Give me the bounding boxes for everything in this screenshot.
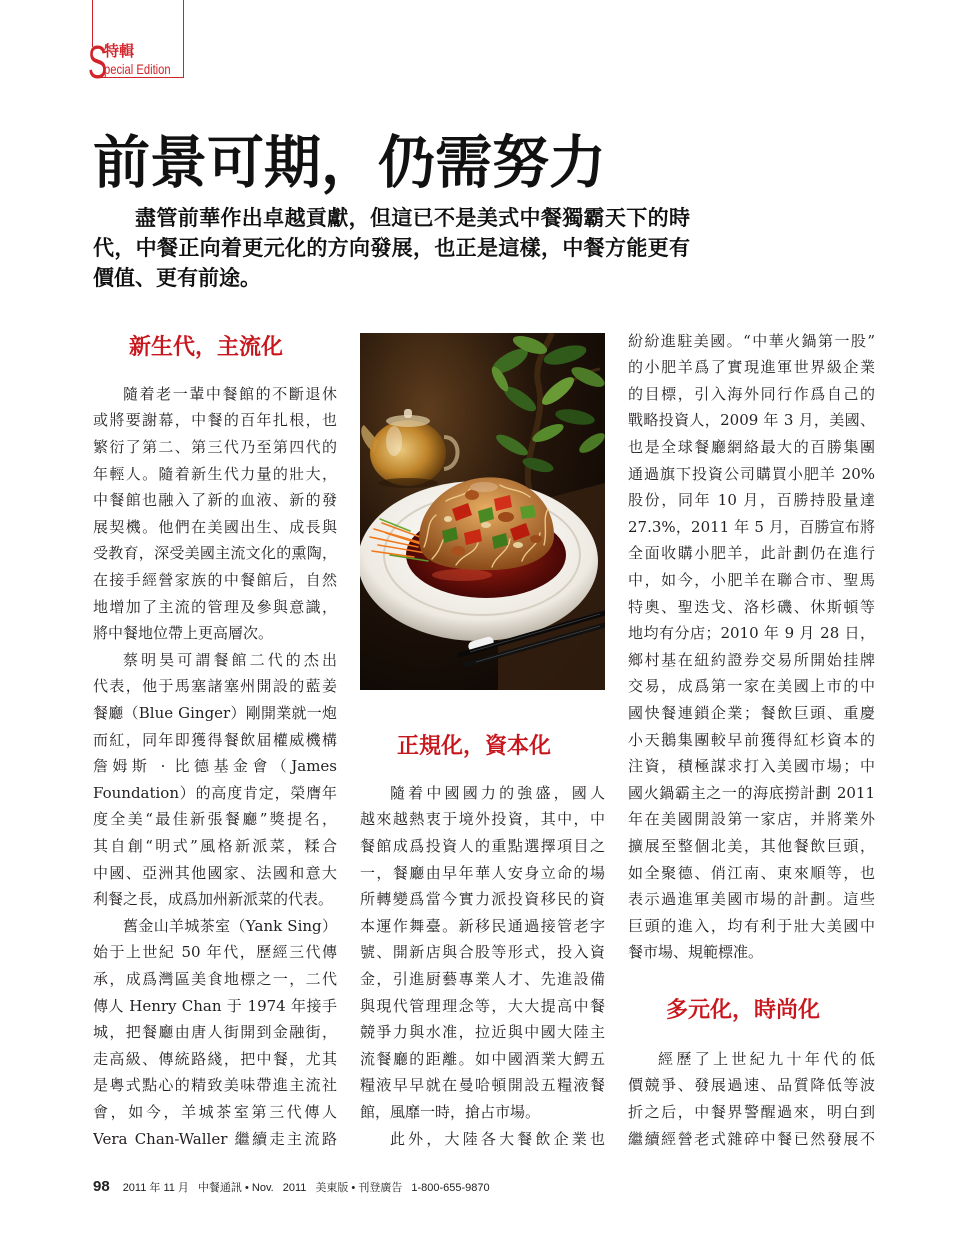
text-line: 的目標，引入海外同行作爲自己的	[628, 384, 875, 403]
column-2	[360, 0, 605, 1237]
text-line: 或將要謝幕，中餐的百年扎根，也	[93, 411, 337, 430]
column-3-body-bottom	[628, 1046, 875, 1152]
text-line: 傳人 Henry Chan 于 1974 年接手	[93, 996, 337, 1015]
page-footer	[93, 1178, 499, 1196]
text-line: 館，風靡一時，搶占市場。	[360, 1103, 541, 1122]
text-line: 會，如今，羊城茶室第三代傳人	[93, 1102, 337, 1121]
text-line: 流餐廳的距離。如中國酒業大鰐五	[360, 1049, 605, 1068]
paragraph	[93, 647, 337, 913]
badge-title-en: pecial Edition	[104, 61, 171, 77]
text-line: 度全美“最佳新張餐廳”獎提名，	[93, 810, 337, 829]
column-3-body-top	[628, 328, 875, 966]
text-line: 表示過進軍美國市場的計劃。這些	[628, 890, 875, 909]
text-line: 受教育，深受美國主流文化的熏陶，	[93, 544, 337, 563]
text-line: 餐市場、規範標准。	[628, 943, 764, 962]
text-line: 舊金山羊城茶室（Yank Sing）	[123, 916, 337, 935]
food-photo	[360, 333, 605, 690]
text-line: 在接手經營家族的中餐館后，自然	[93, 571, 337, 590]
column-1	[93, 0, 337, 1237]
text-line: 27.3%，2011 年 5 月，百勝宣布將	[628, 517, 875, 536]
text-line: 代表，他于馬塞諸塞州開設的藍姜	[93, 677, 337, 696]
badge-initial: S	[88, 36, 108, 88]
column-3	[628, 0, 875, 1237]
column-2-body	[360, 780, 605, 1152]
text-line: 小天鵝集團較早前獲得紅杉資本的	[628, 730, 875, 749]
text-line: 其自創“明式”風格新派菜，糅合	[93, 836, 337, 855]
text-line: 繼續經營老式雜碎中餐已然發展不	[628, 1129, 875, 1148]
section-heading: 多元化，時尚化	[666, 997, 821, 1022]
article-title: 前景可期，仍需努力	[93, 129, 606, 196]
text-line: 蔡明昊可謂餐館二代的杰出	[123, 650, 337, 669]
text-line: 鄉村基在紐約證券交易所開始挂牌	[628, 650, 875, 669]
text-line: 金，引進厨藝專業人才、先進設備	[360, 970, 605, 989]
section-heading: 新生代，主流化	[129, 334, 284, 359]
publication-name: 中餐通訊 • Nov.	[197, 1182, 274, 1194]
text-line: 走高級、傳統路綫，把中餐，尤其	[93, 1049, 337, 1068]
text-line: 巨頭的進入，均有利于壯大美國中	[628, 916, 875, 935]
text-line: Foundation）的高度肯定，榮膺年	[93, 783, 337, 802]
paragraph	[628, 1046, 875, 1152]
sauce-highlight	[432, 569, 492, 581]
text-line: 承，成爲灣區美食地標之一，二代	[93, 969, 337, 988]
text-line: 所轉變爲當今實力派投資移民的資	[360, 890, 605, 909]
text-line: 將中餐地位帶上更高層次。	[93, 624, 274, 643]
text-line: 特奧、聖迭戈、洛杉磯、休斯頓等	[628, 597, 875, 616]
issue-year: 2011	[282, 1182, 307, 1194]
text-line: 代，中餐正向着更元化的方向發展，也正是這樣，中餐方能更有	[93, 235, 690, 260]
text-line: Vera Chan-Waller 繼續走主流路	[93, 1129, 337, 1148]
text-line: 年輕人。隨着新生代力量的壯大，	[93, 464, 337, 483]
text-line: 紛紛進駐美國。“中華火鍋第一股”	[628, 331, 875, 350]
text-line: 通過旗下投資公司購買小肥羊 20%	[628, 464, 875, 483]
text-line: 中國、亞洲其他國家、法國和意大	[93, 863, 337, 882]
text-line: 注資，積極謀求打入美國市場；中	[628, 757, 875, 776]
paragraph	[93, 913, 337, 1152]
paragraph	[93, 381, 337, 647]
text-line: 盡管前華作出卓越貢獻，但這已不是美式中餐獨霸天下的時	[135, 205, 690, 230]
text-line: 越來越熱衷于境外投資，其中，中	[360, 810, 605, 829]
text-line: 經歷了上世紀九十年代的低	[658, 1049, 875, 1068]
column-1-body	[93, 381, 337, 1152]
text-line: 競爭力與水准，拉近與中國大陸主	[360, 1023, 605, 1042]
text-line: 而紅，同年即獲得餐飲届權威機構	[93, 730, 337, 749]
text-line: 股份，同年 10 月，百勝持股量達	[628, 491, 875, 510]
edition-label: 美東版 • 刊登廣告	[315, 1182, 403, 1194]
text-line: 隨着老一輩中餐館的不斷退休	[123, 384, 337, 403]
ad-phone: 1-800-655-9870	[411, 1182, 490, 1194]
text-line: 價值、更有前途。	[93, 265, 261, 290]
text-line: 中餐館也融入了新的血液、新的發	[93, 491, 337, 510]
text-line: 地增加了主流的管理及參與意識，	[93, 597, 337, 616]
text-line: 戰略投資人，2009 年 3 月，美國、	[628, 411, 875, 430]
text-line: 利餐之長，成爲加州新派菜的代表。	[93, 890, 334, 909]
text-line: 詹姆斯 · 比德基金會（James	[93, 757, 337, 776]
text-line: 餐廳（Blue Ginger）剛開業就一炮	[93, 704, 337, 723]
text-line: 交易，成爲第一家在美國上市的中	[628, 677, 875, 696]
section-heading: 正規化，資本化	[397, 733, 552, 758]
text-line: 擴展至整個北美，其他餐飲巨頭，	[628, 836, 875, 855]
badge-title-cn: 特輯	[104, 43, 135, 60]
text-line: 繁衍了第二、第三代乃至第四代的	[93, 438, 337, 457]
paragraph	[360, 780, 605, 1126]
text-line: 餐館成爲投資人的重點選擇項目之	[360, 837, 605, 856]
text-line: 如全聚德、俏江南、東來順等，也	[628, 863, 875, 882]
issue-date: 2011 年 11 月	[122, 1182, 189, 1194]
text-line: 的小肥羊爲了實現進軍世界級企業	[628, 358, 875, 377]
text-line: 是粵式點心的精致美味帶進主流社	[93, 1076, 337, 1095]
text-line: 價競爭、發展過速、品質降低等波	[628, 1076, 875, 1095]
text-line: 始于上世紀 50 年代，歷經三代傳	[93, 943, 337, 962]
text-line: 年在美國開設第一家店，并將業外	[628, 810, 875, 829]
text-line: 展契機。他們在美國出生、成長與	[93, 517, 337, 536]
text-line: 本運作舞臺。新移民通過接管老字	[360, 916, 605, 935]
text-line: 折之后，中餐界警醒過來，明白到	[628, 1103, 875, 1122]
text-line: 糧液早早就在曼哈頓開設五糧液餐	[360, 1076, 605, 1095]
text-line: 隨着中國國力的強盛，國人	[390, 783, 605, 802]
text-line: 一，餐廳由早年華人安身立命的場	[360, 863, 605, 882]
text-line: 國快餐連鎖企業；餐飲巨頭、重慶	[628, 704, 875, 722]
text-line: 號、開新店與合股等形式，投入資	[360, 943, 605, 962]
text-line: 地均有分店；2010 年 9 月 28 日，	[628, 624, 875, 643]
text-line: 全面收購小肥羊，此計劃仍在進行	[628, 544, 875, 563]
text-line: 此外，大陸各大餐飲企業也	[390, 1129, 605, 1148]
paragraph	[628, 328, 875, 966]
text-line: 城，把餐廳由唐人街開到金融街，	[93, 1023, 337, 1042]
text-line: 與現代管理理念等，大大提高中餐	[360, 996, 605, 1015]
text-line: 中，如今，小肥羊在聯合市、聖馬	[628, 571, 875, 590]
paragraph	[360, 1126, 605, 1153]
text-line: 也是全球餐廳網絡最大的百勝集團	[628, 438, 875, 457]
page-number: 98	[93, 1178, 110, 1195]
text-line: 國火鍋霸主之一的海底撈計劃 2011	[628, 783, 875, 802]
